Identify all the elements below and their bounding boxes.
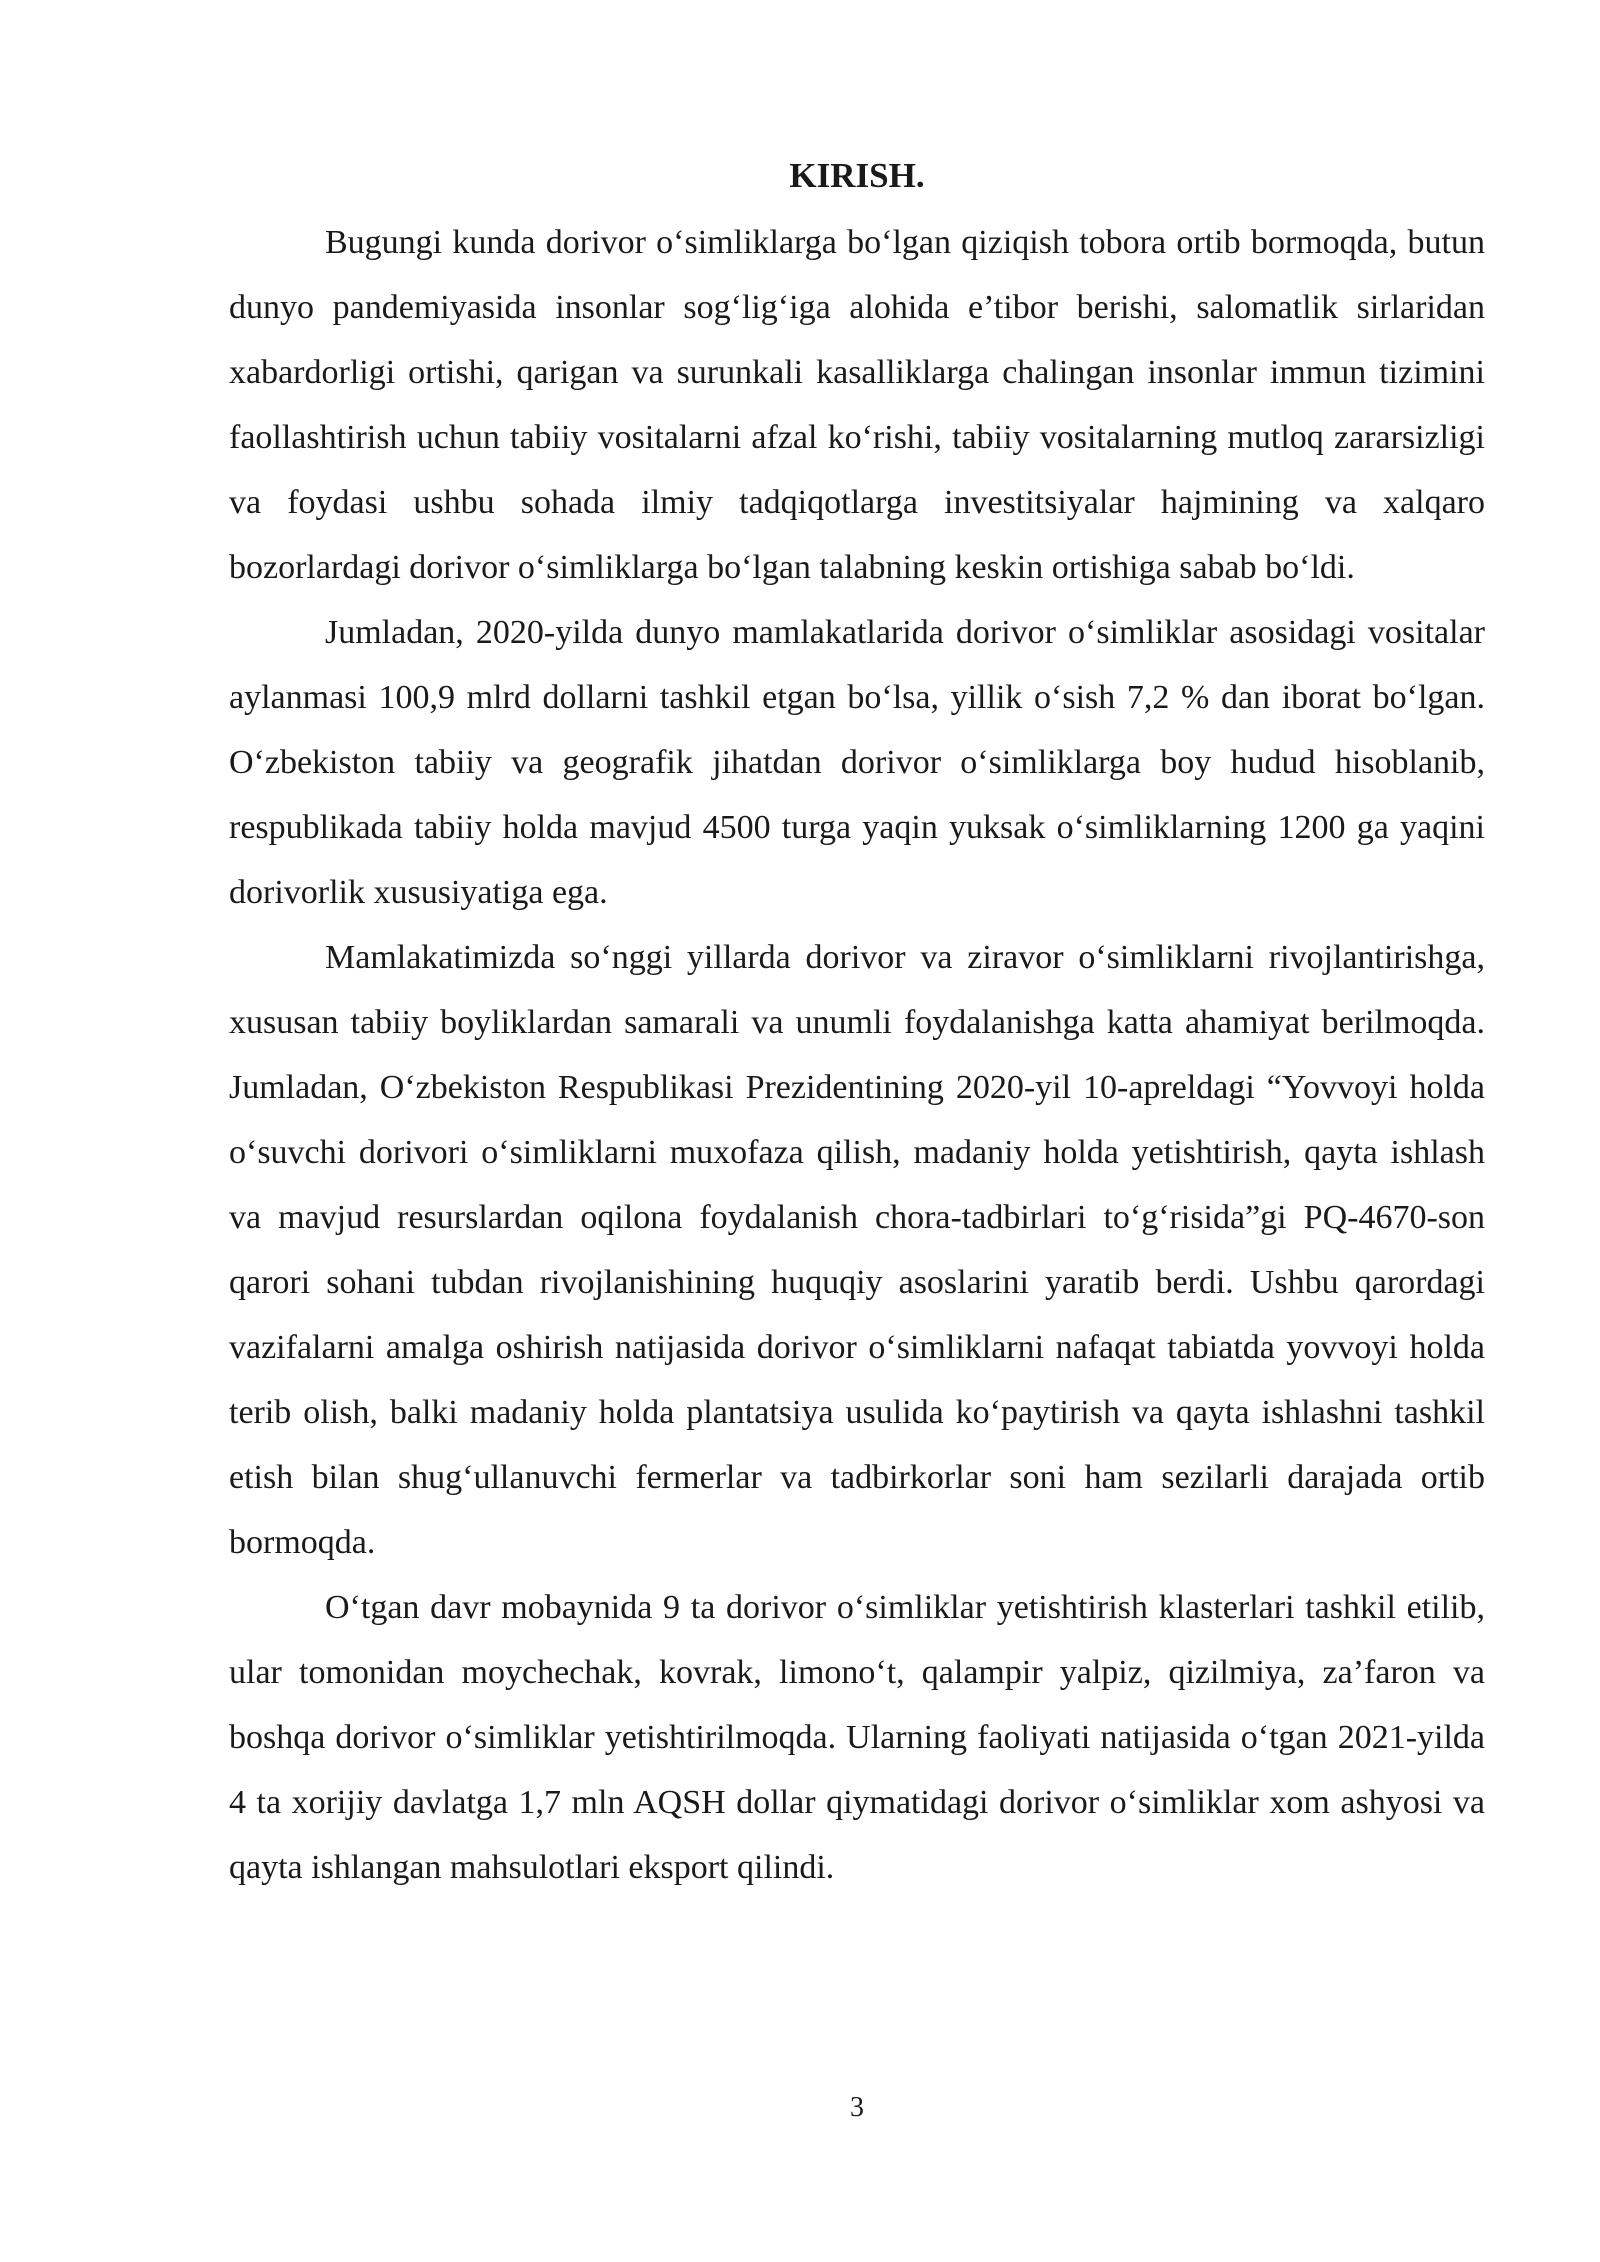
paragraph-1: Bugungi kunda dorivor o‘simliklarga bo‘lgan qiziqish tobora ortib bormoqda, butun dunyo pandemiyasida insonlar sog‘lig‘iga alohida e’tibor berishi, salomatlik sirlaridan xabardorligi ortishi, qarigan va surunkali kasalliklarga chalingan insonlar immun tizimini faollashtirish uchun tabiiy vositalarni afzal ko‘rishi, tabiiy vositalarning mutloq zararsizligi va foydasi ushbu sohada ilmiy tadqiqotlarga investitsiyalar hajmining va xalqaro bozorlardagi dorivor o‘simliklarga bo‘lgan talabning keskin ortishiga sabab bo‘ldi.: [229, 224, 1485, 586]
page-number: 3: [850, 2092, 864, 2123]
document-page: [229, 150, 1485, 1900]
paragraph-2: Jumladan, 2020-yilda dunyo mamlakatlarida dorivor o‘simliklar asosidagi vositalar aylanmasi 100,9 mlrd dollarni tashkil etgan bo‘lsa, yillik o‘sish 7,2 % dan iborat bo‘lgan. O‘zbekiston tabiiy va geografik jihatdan dorivor o‘simliklarga boy hudud hisoblanib, respublikada tabiiy holda mavjud 4500 turga yaqin yuksak o‘simliklarning 1200 ga yaqini dorivorlik xususiyatiga ega.: [229, 614, 1485, 911]
paragraph-3: Mamlakatimizda so‘nggi yillarda dorivor va ziravor o‘simliklarni rivojlantirishga, xususan tabiiy boyliklardan samarali va unumli foydalanishga katta ahamiyat berilmoqda. Jumladan, O‘zbekiston Respublikasi Prezidentining 2020-yil 10-apreldagi “Yovvoyi holda o‘suvchi dorivori o‘simliklarni muxofaza qilish, madaniy holda yetishtirish, qayta ishlash va mavjud resurslardan oqilona foydalanish chora-tadbirlari to‘g‘risida”gi PQ-4670-son qarori sohani tubdan rivojlanishining huquqiy asoslarini yaratib berdi. Ushbu qarordagi vazifalarni amalga oshirish natijasida dorivor o‘simliklarni nafaqat tabiatda yovvoyi holda terib olish, balki madaniy holda plantatsiya usulida ko‘paytirish va qayta ishlashni tashkil etish bilan shug‘ullanuvchi fermerlar va tadbirkorlar soni ham sezilarli darajada ortib bormoqda.: [229, 939, 1485, 1561]
page-title: KIRISH.: [789, 156, 925, 195]
paragraph-4: O‘tgan davr mobaynida 9 ta dorivor o‘simliklar yetishtirish klasterlari tashkil etilib, ular tomonidan moychechak, kovrak, limono‘t, qalampir yalpiz, qizilmiya, za’faron va boshqa dorivor o‘simliklar yetishtirilmoqda. Ularning faoliyati natijasida o‘tgan 2021-yilda 4 ta xorijiy davlatga 1,7 mln AQSH dollar qiymatidagi dorivor o‘simliklar xom ashyosi va qayta ishlangan mahsulotlari eksport qilindi.: [229, 1589, 1485, 1886]
